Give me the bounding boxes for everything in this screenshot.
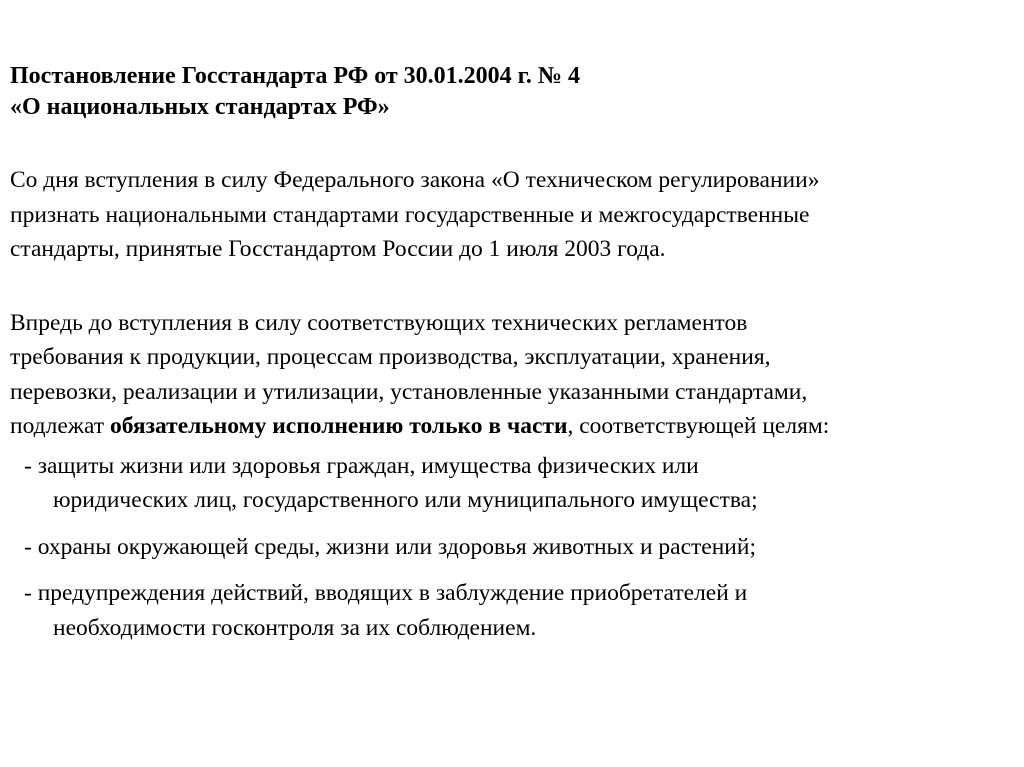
list-item [24, 449, 1016, 518]
paragraph2-line-1: Впредь до вступления в силу соответствующих технических регламентов [10, 309, 748, 336]
paragraph-mandatory-requirements [10, 306, 1016, 444]
paragraph-standards-recognition [10, 163, 1016, 267]
paragraph1-line-3: стандарты, принятые Госстандартом России до 1 июля 2003 года. [10, 236, 666, 262]
paragraph2-line-4-start: подлежат [10, 413, 110, 439]
document-slide [10, 61, 1016, 657]
list-item-line-1: - защиты жизни или здоровья граждан, имущества физических или [24, 452, 699, 479]
paragraph2-line-2: требования к продукции, процессам производства, эксплуатации, хранения, [10, 344, 771, 370]
list-item-line-2: юридических лиц, государственного или муниципального имущества; [53, 487, 758, 513]
purposes-list [10, 449, 1016, 646]
emphasis-mandatory-execution: обязательному исполнению только в части [109, 413, 568, 439]
paragraph2-line-4 [10, 409, 1016, 444]
list-item-line-1: - охраны окружающей среды, жизни или здоровья животных и растений; [24, 533, 756, 560]
title-line-2: «О национальных стандартах РФ» [10, 94, 390, 120]
list-item [24, 576, 1016, 645]
title-line-1: Постановление Госстандарта РФ от 30.01.2004 г. № 4 [10, 63, 580, 89]
paragraph2-line-4-end: , соответствующей целям: [567, 413, 830, 439]
document-title [10, 61, 1016, 123]
paragraph2-line-3: перевозки, реализации и утилизации, установленные указанными стандартами, [10, 378, 808, 405]
list-item-line-2: необходимости госконтроля за их соблюдением. [53, 614, 537, 641]
list-item-line-1: - предупреждения действий, вводящих в заблуждение приобретателей и [24, 580, 748, 606]
list-item [24, 530, 1016, 565]
paragraph1-line-2: признать национальными стандартами государственные и межгосударственные [10, 201, 810, 228]
paragraph1-line-1: Со дня вступления в силу Федерального закона «О техническом регулировании» [10, 167, 820, 193]
